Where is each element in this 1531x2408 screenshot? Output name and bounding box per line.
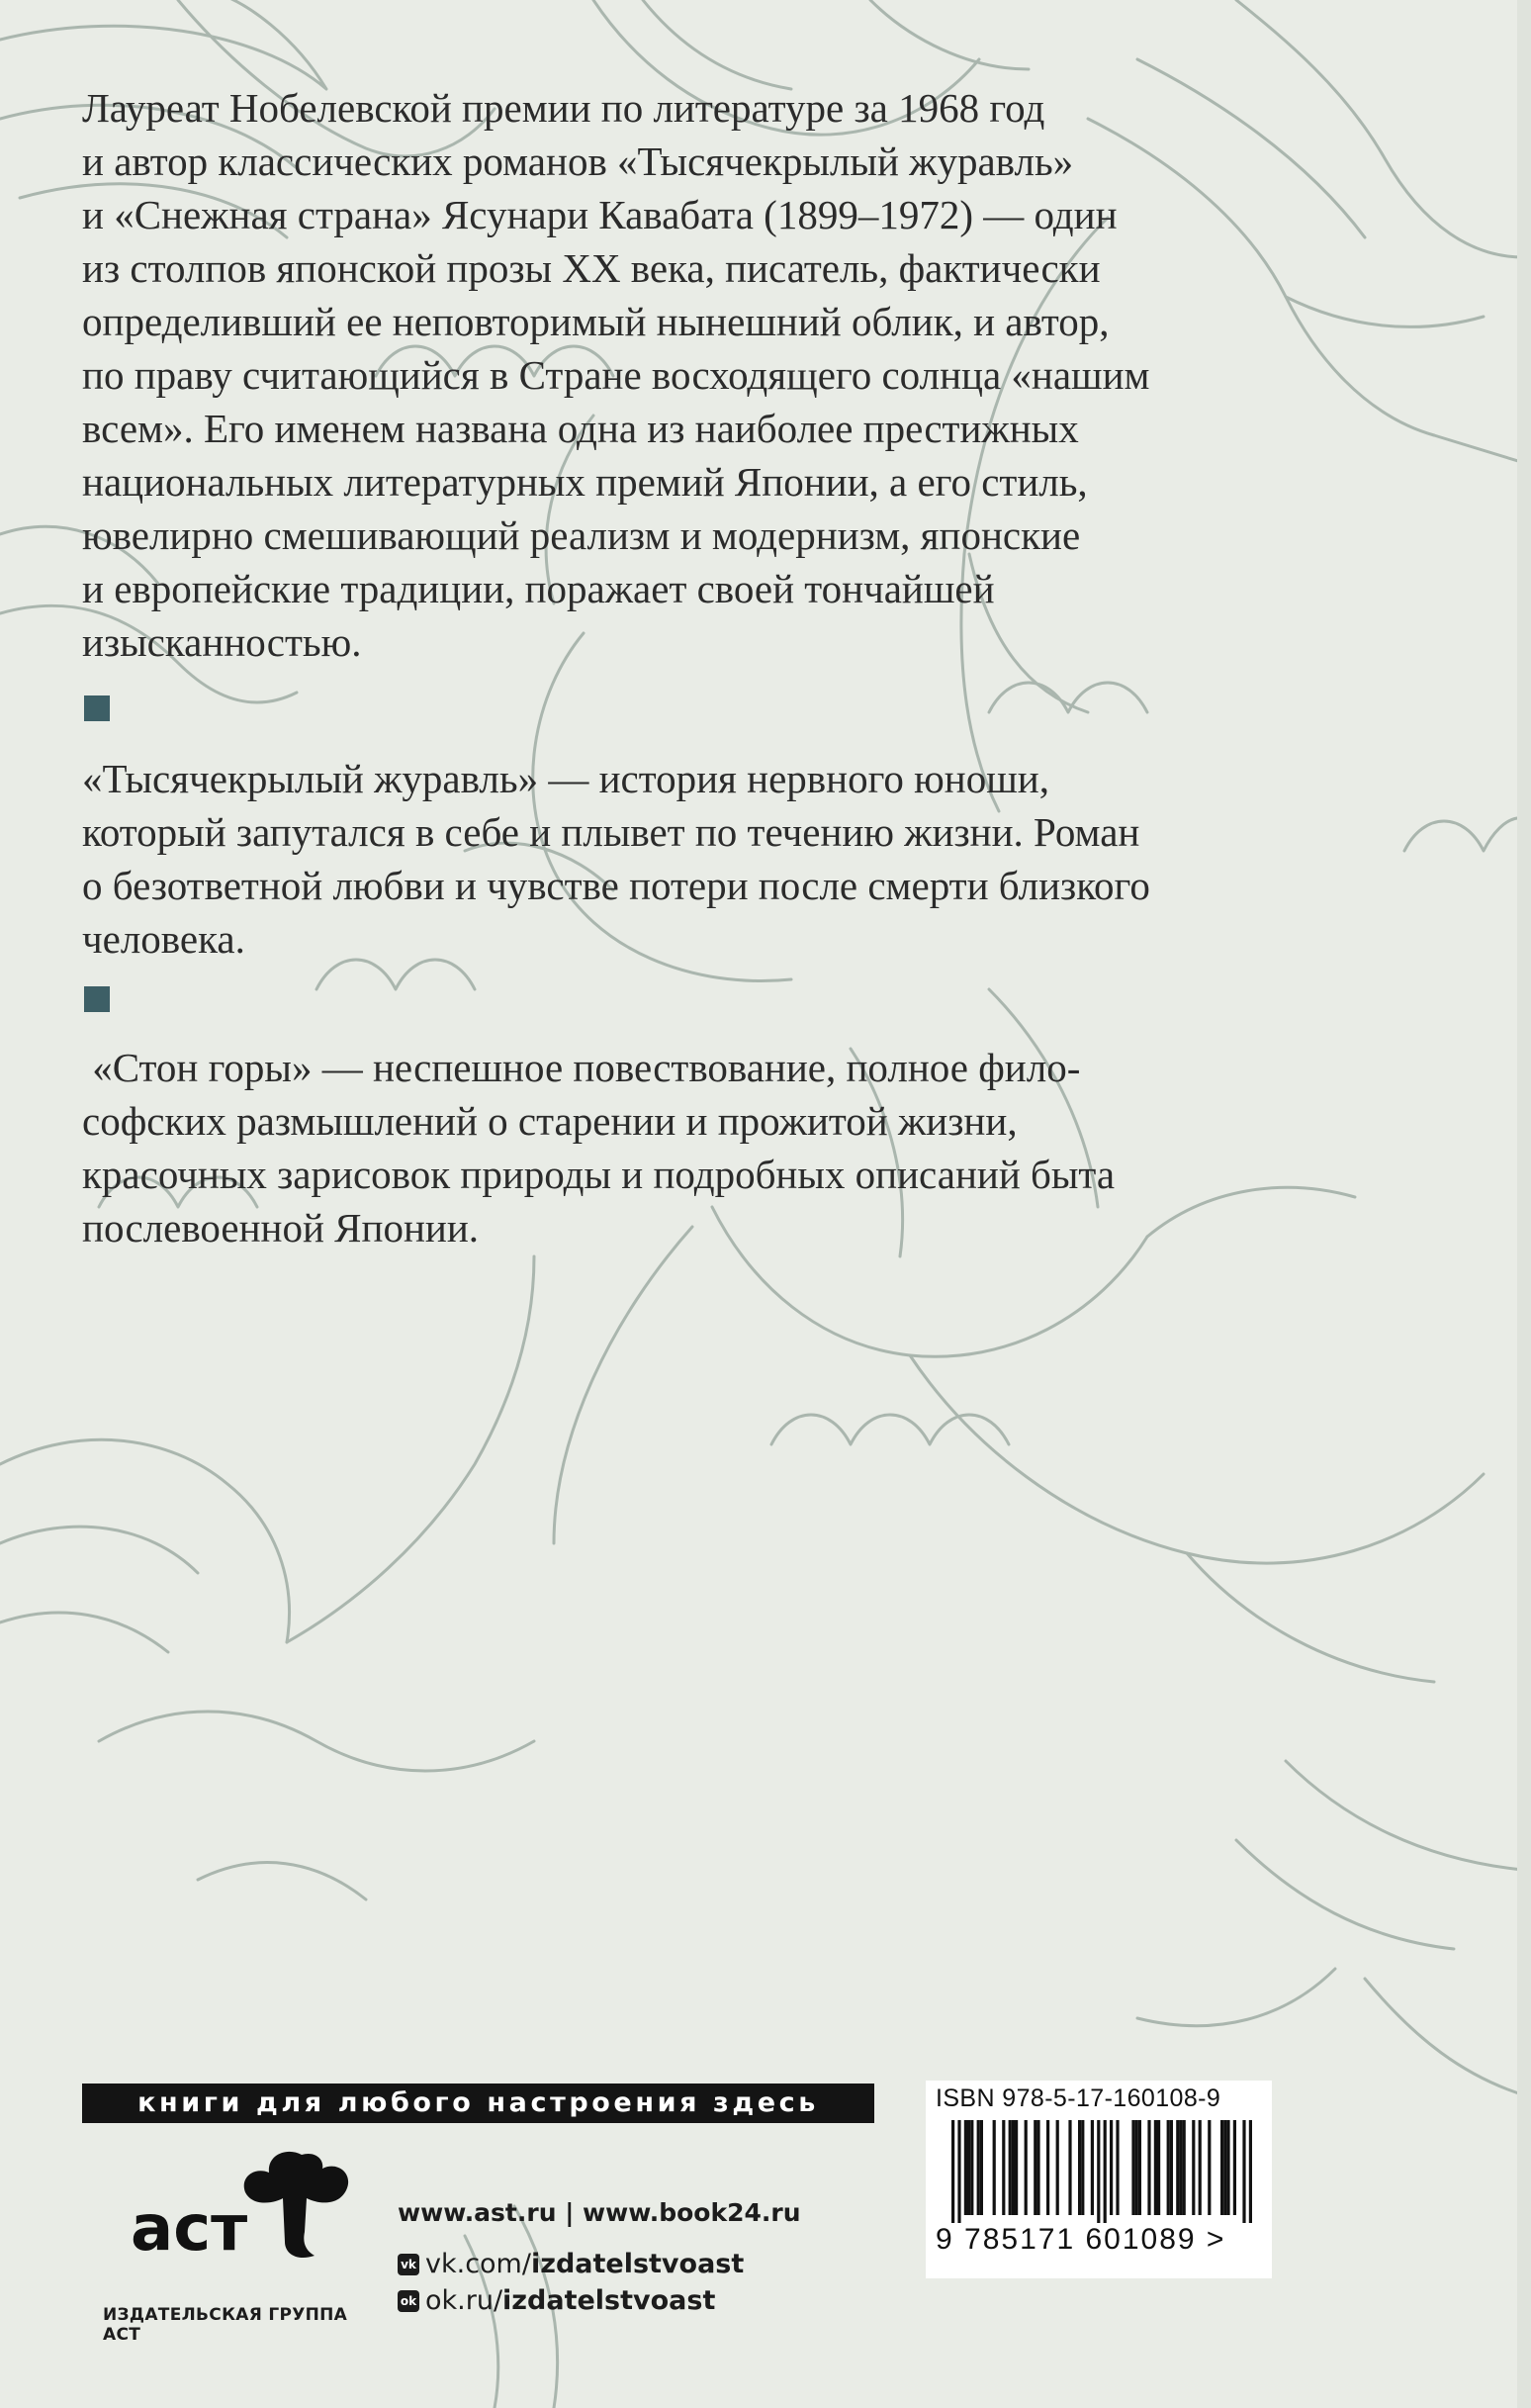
barcode-bar [1170, 2120, 1173, 2215]
text-line: ювелирно смешивающий реализм и модернизм, японские [82, 512, 1081, 558]
ok-link-prefix: ok.ru/ [425, 2285, 503, 2316]
spine-edge [1517, 0, 1531, 2408]
barcode-bar [951, 2120, 954, 2223]
publisher-name: ИЗДАТЕЛЬСКАЯ ГРУППА АСТ [103, 2305, 348, 2345]
barcode-bar [1012, 2120, 1015, 2215]
barcode-bar [1081, 2120, 1084, 2215]
text-line: изысканностью. [82, 619, 362, 665]
barcode-bar [1176, 2120, 1179, 2215]
barcode-digits: 9 785171 601089 > [936, 2223, 1226, 2256]
barcode-bar [1104, 2120, 1107, 2223]
vk-link-prefix: vk.com/ [425, 2249, 531, 2279]
barcode-bar [1015, 2120, 1018, 2215]
barcode-bar [1135, 2120, 1138, 2215]
barcode-bar [1138, 2120, 1141, 2215]
barcode-bar [1154, 2120, 1157, 2215]
text-line: который запутался в себе и плывет по течению жизни. Роман [82, 809, 1140, 855]
text-line: и европейские традиции, поражает своей тончайшей [82, 566, 995, 611]
vk-link[interactable] [398, 2249, 801, 2279]
barcode-bar [1220, 2120, 1223, 2215]
logo-text: аст [131, 2192, 248, 2266]
vk-icon: vk [398, 2254, 419, 2275]
text-line: определивший ее неповторимый нынешний облик, и автор, [82, 299, 1110, 344]
barcode-bar [1223, 2120, 1226, 2215]
barcode-bar [1097, 2120, 1100, 2223]
barcode-bar [1091, 2120, 1094, 2215]
text-line: «Тысячекрылый журавль» — история нервного юноши, [82, 756, 1049, 801]
barcode-bar [977, 2120, 980, 2215]
paragraph-mountain [82, 1041, 1397, 1254]
ok-icon: ok [398, 2290, 419, 2312]
barcode-bar [970, 2120, 973, 2215]
section-bullet [84, 986, 110, 1012]
slogan-banner: книги для любого настроения здесь [82, 2084, 874, 2123]
barcode-bar [1208, 2120, 1211, 2215]
paragraph-crane [82, 752, 1397, 966]
text-line: и автор классических романов «Тысячекрылый журавль» [82, 139, 1074, 184]
website-links[interactable]: www.ast.ru | www.book24.ru [398, 2198, 801, 2227]
text-line: красочных зарисовок природы и подробных описаний быта [82, 1152, 1116, 1197]
barcode-bar [1046, 2120, 1049, 2215]
text-line: Лауреат Нобелевской премии по литературе за 1968 год [82, 85, 1045, 131]
barcode-bar [1078, 2120, 1081, 2215]
barcode-bar [1226, 2120, 1229, 2215]
text-line: «Стон горы» — неспешное повествование, полное фило- [82, 1045, 1081, 1090]
text-line: национальных литературных премий Японии, а его стиль, [82, 459, 1088, 505]
barcode-bar [1157, 2120, 1160, 2215]
barcode-bar [980, 2120, 983, 2215]
paragraph-mountain-text [82, 1041, 1397, 1254]
ast-logo [129, 2147, 356, 2266]
barcode-bar [1242, 2120, 1245, 2223]
text-line: по праву считающийся в Стране восходящего солнца «нашим [82, 352, 1150, 398]
barcode-bar [1167, 2120, 1170, 2215]
barcode-bar [1147, 2120, 1150, 2215]
text-line: всем». Его именем названа одна из наиболее престижных [82, 406, 1079, 451]
barcode-bar [1131, 2120, 1134, 2215]
text-line: послевоенной Японии. [82, 1205, 480, 1250]
paragraph-intro [82, 81, 1397, 669]
barcode-bar [1025, 2120, 1028, 2215]
text-line: человека. [82, 916, 245, 962]
ok-link[interactable] [398, 2285, 801, 2316]
barcode-panel [926, 2081, 1272, 2278]
vk-link-handle: izdatelstvoast [530, 2249, 745, 2279]
paragraph-crane-text [82, 752, 1397, 966]
barcode-bar [1056, 2120, 1059, 2215]
barcode-bar [964, 2120, 967, 2215]
text-line: о безответной любви и чувстве потери после смерти близкого [82, 863, 1150, 908]
barcode-bar [1009, 2120, 1012, 2215]
barcode-bar [1192, 2120, 1195, 2215]
text-line: и «Снежная страна» Ясунари Кавабата (1899–1972) — один [82, 192, 1118, 237]
barcode-bar [993, 2120, 996, 2215]
barcode-bar [1110, 2120, 1113, 2215]
barcode-bar [1116, 2120, 1119, 2215]
text-line: софских размышлений о старении и прожитой жизни, [82, 1098, 1018, 1144]
paragraph-intro-text [82, 81, 1397, 669]
barcode-bar [957, 2120, 960, 2223]
barcode-bar [1179, 2120, 1182, 2215]
text-line: из столпов японской прозы XX века, писатель, фактически [82, 245, 1101, 291]
barcode-bar [1199, 2120, 1202, 2215]
barcode-bar [967, 2120, 970, 2215]
barcode-bar [1249, 2120, 1252, 2223]
contact-links [398, 2198, 801, 2316]
barcode-bar [1068, 2120, 1071, 2215]
barcode-bar [1233, 2120, 1236, 2215]
barcode-bar [1183, 2120, 1186, 2215]
barcode-bar [1034, 2120, 1036, 2215]
section-bullet [84, 695, 110, 721]
isbn-text: ISBN 978-5-17-160108-9 [936, 2084, 1221, 2112]
barcode-bar [1036, 2120, 1039, 2215]
barcode-bar [1002, 2120, 1005, 2215]
ok-link-handle: izdatelstvoast [502, 2285, 716, 2316]
ean13-barcode [936, 2120, 1258, 2223]
